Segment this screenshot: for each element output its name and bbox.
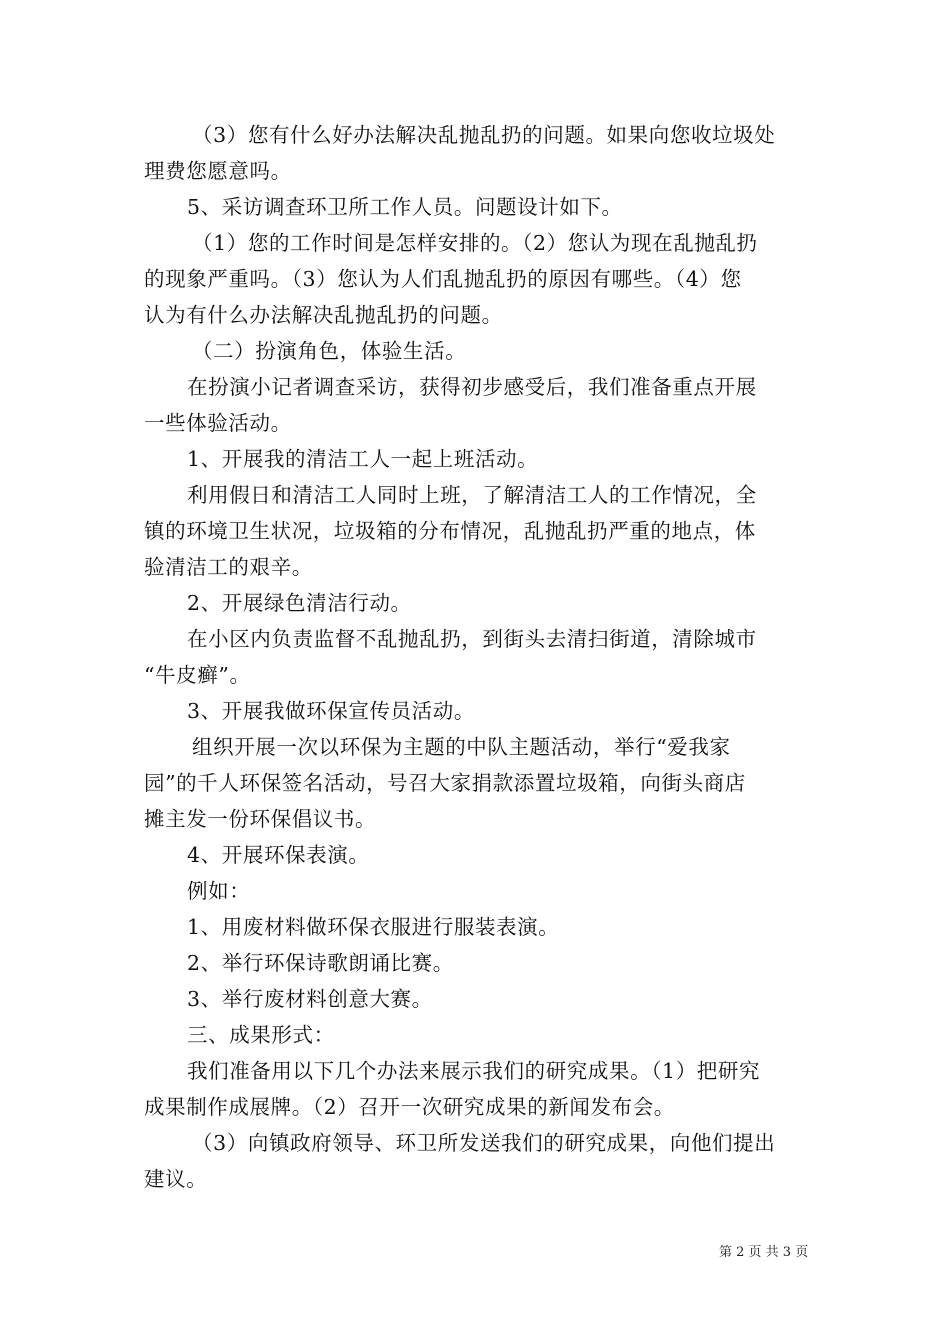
section-heading: 三、成果形式： xyxy=(187,1023,335,1047)
text-line: 一些体验活动。 xyxy=(144,411,292,435)
text-line: （1）您的工作时间是怎样安排的。（2）您认为现在乱抛乱扔 xyxy=(192,231,758,255)
text-line: （3）您有什么好办法解决乱抛乱扔的问题。如果向您收垃圾处 xyxy=(192,123,776,147)
text-line: 1、开展我的清洁工人一起上班活动。 xyxy=(187,447,539,471)
page-number: 第 2 页 共 3 页 xyxy=(719,1245,809,1260)
text-line: 摊主发一份环保倡议书。 xyxy=(144,807,377,831)
text-line: 利用假日和清洁工人同时上班，了解清洁工人的工作情况，全 xyxy=(187,483,757,507)
text-line: 例如： xyxy=(187,879,251,903)
text-line: 验清洁工的艰辛。 xyxy=(144,555,313,579)
section-heading: （二）扮演角色，体验生活。 xyxy=(192,339,467,363)
text-line: 在小区内负责监督不乱抛乱扔，到街头去清扫街道，清除城市 xyxy=(187,627,757,651)
text-line: 组织开展一次以环保为主题的中队主题活动，举行“爱我家 xyxy=(192,735,731,759)
text-line: 4、开展环保表演。 xyxy=(187,843,370,867)
text-line: 认为有什么办法解决乱抛乱扔的问题。 xyxy=(144,303,503,327)
text-line: 的现象严重吗。（3）您认为人们乱抛乱扔的原因有哪些。（4）您 xyxy=(144,267,742,291)
text-line: 建议。 xyxy=(144,1167,208,1191)
text-line: 3、开展我做环保宣传员活动。 xyxy=(187,699,475,723)
list-item: 3、举行废材料创意大赛。 xyxy=(187,987,433,1011)
text-line: 镇的环境卫生状况，垃圾箱的分布情况，乱抛乱扔严重的地点，体 xyxy=(144,519,756,543)
text-line: “牛皮癣”。 xyxy=(144,663,251,687)
list-item: 2、举行环保诗歌朗诵比赛。 xyxy=(187,951,454,975)
text-line: 我们准备用以下几个办法来展示我们的研究成果。（1）把研究 xyxy=(187,1059,761,1083)
list-item: 1、用废材料做环保衣服进行服装表演。 xyxy=(187,915,560,939)
text-line: 成果制作成展牌。（2）召开一次研究成果的新闻发布会。 xyxy=(144,1095,675,1119)
text-line: 理费您愿意吗。 xyxy=(144,159,292,183)
text-line: 在扮演小记者调查采访，获得初步感受后，我们准备重点开展 xyxy=(187,375,757,399)
text-line: （3）向镇政府领导、环卫所发送我们的研究成果，向他们提出 xyxy=(192,1131,776,1155)
text-line: 5、采访调查环卫所工作人员。问题设计如下。 xyxy=(187,195,623,219)
text-line: 2、开展绿色清洁行动。 xyxy=(187,591,412,615)
text-line: 园”的千人环保签名活动，号召大家捐款添置垃圾箱，向街头商店 xyxy=(144,771,746,795)
